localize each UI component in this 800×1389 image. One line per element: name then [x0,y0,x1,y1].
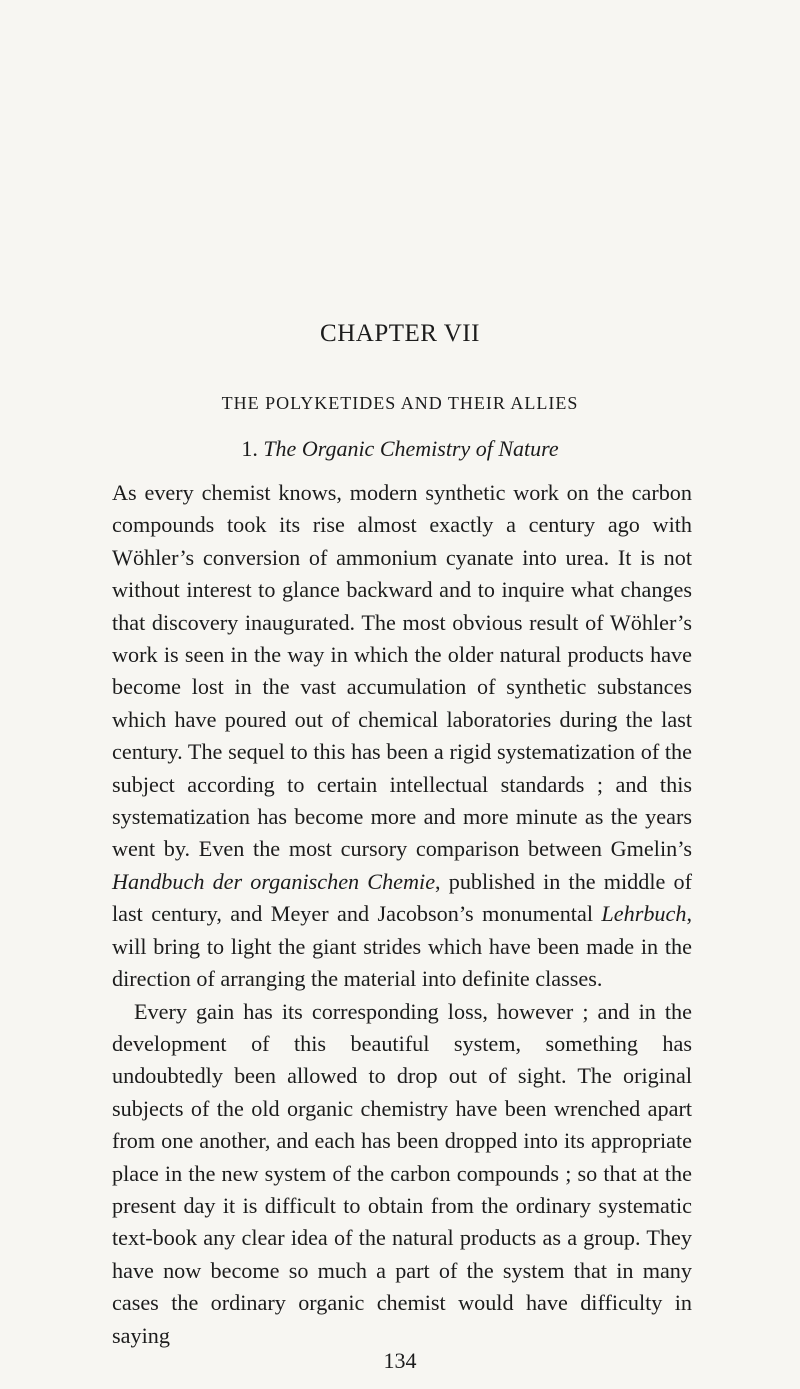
paragraph-1-italic-handbuch: Handbuch der organischen Chemie [112,868,436,894]
paragraph-1-part-1: As every chemist knows, modern synthetic work on the carbon compounds took its rise almost exactly a century ago with Wöhler’s conversion of ammonium cyanate into urea. It is not without interest to glance backward and to inquire what changes that discovery inaugurated. The most obvious result of Wöhler’s work is seen in the way in which the older natural products have become lost in the vast accumulation of synthetic substances which have poured out of chemical laboratories during the last century. The sequel to this has been a rigid systematization of the subject according to certain intellectual standards ; and this systematization has become more and more minute as the years went by. Even the most cursory comparison between Gmelin’s [112,480,692,862]
paragraph-1-part-3: , will bring to light the giant strides which have been made in the direction of arranging the material into definite classes. [112,901,692,992]
chapter-title: THE POLYKETIDES AND THEIR ALLIES [221,393,579,413]
section-title-text: The Organic Chemistry of Nature [263,436,559,461]
section-number: 1. [241,436,258,461]
paragraph-1 [112,477,692,996]
body-text [112,477,692,1352]
page-number: 134 [383,1348,417,1373]
paragraph-1-italic-lehrbuch: Lehrbuch [601,901,687,927]
paragraph-1-part-2: , published in the middle of last century, and Meyer and Jacobson’s monumental [112,868,692,927]
paragraph-2: Every gain has its corresponding loss, however ; and in the development of this beautiful system, something has undoubtedly been allowed to drop out of sight. The original subjects of the old organic chemistry have been wrenched apart from one another, and each has been dropped into its appropriate place in the new system of the carbon compounds ; so that at the present day it is difficult to obtain from the ordinary systematic text-book any clear idea of the natural products as a group. They have now become so much a part of the system that in many cases the ordinary organic chemist would have difficulty in saying [112,998,692,1348]
section-title [0,436,800,462]
chapter-heading: CHAPTER VII [320,320,480,347]
